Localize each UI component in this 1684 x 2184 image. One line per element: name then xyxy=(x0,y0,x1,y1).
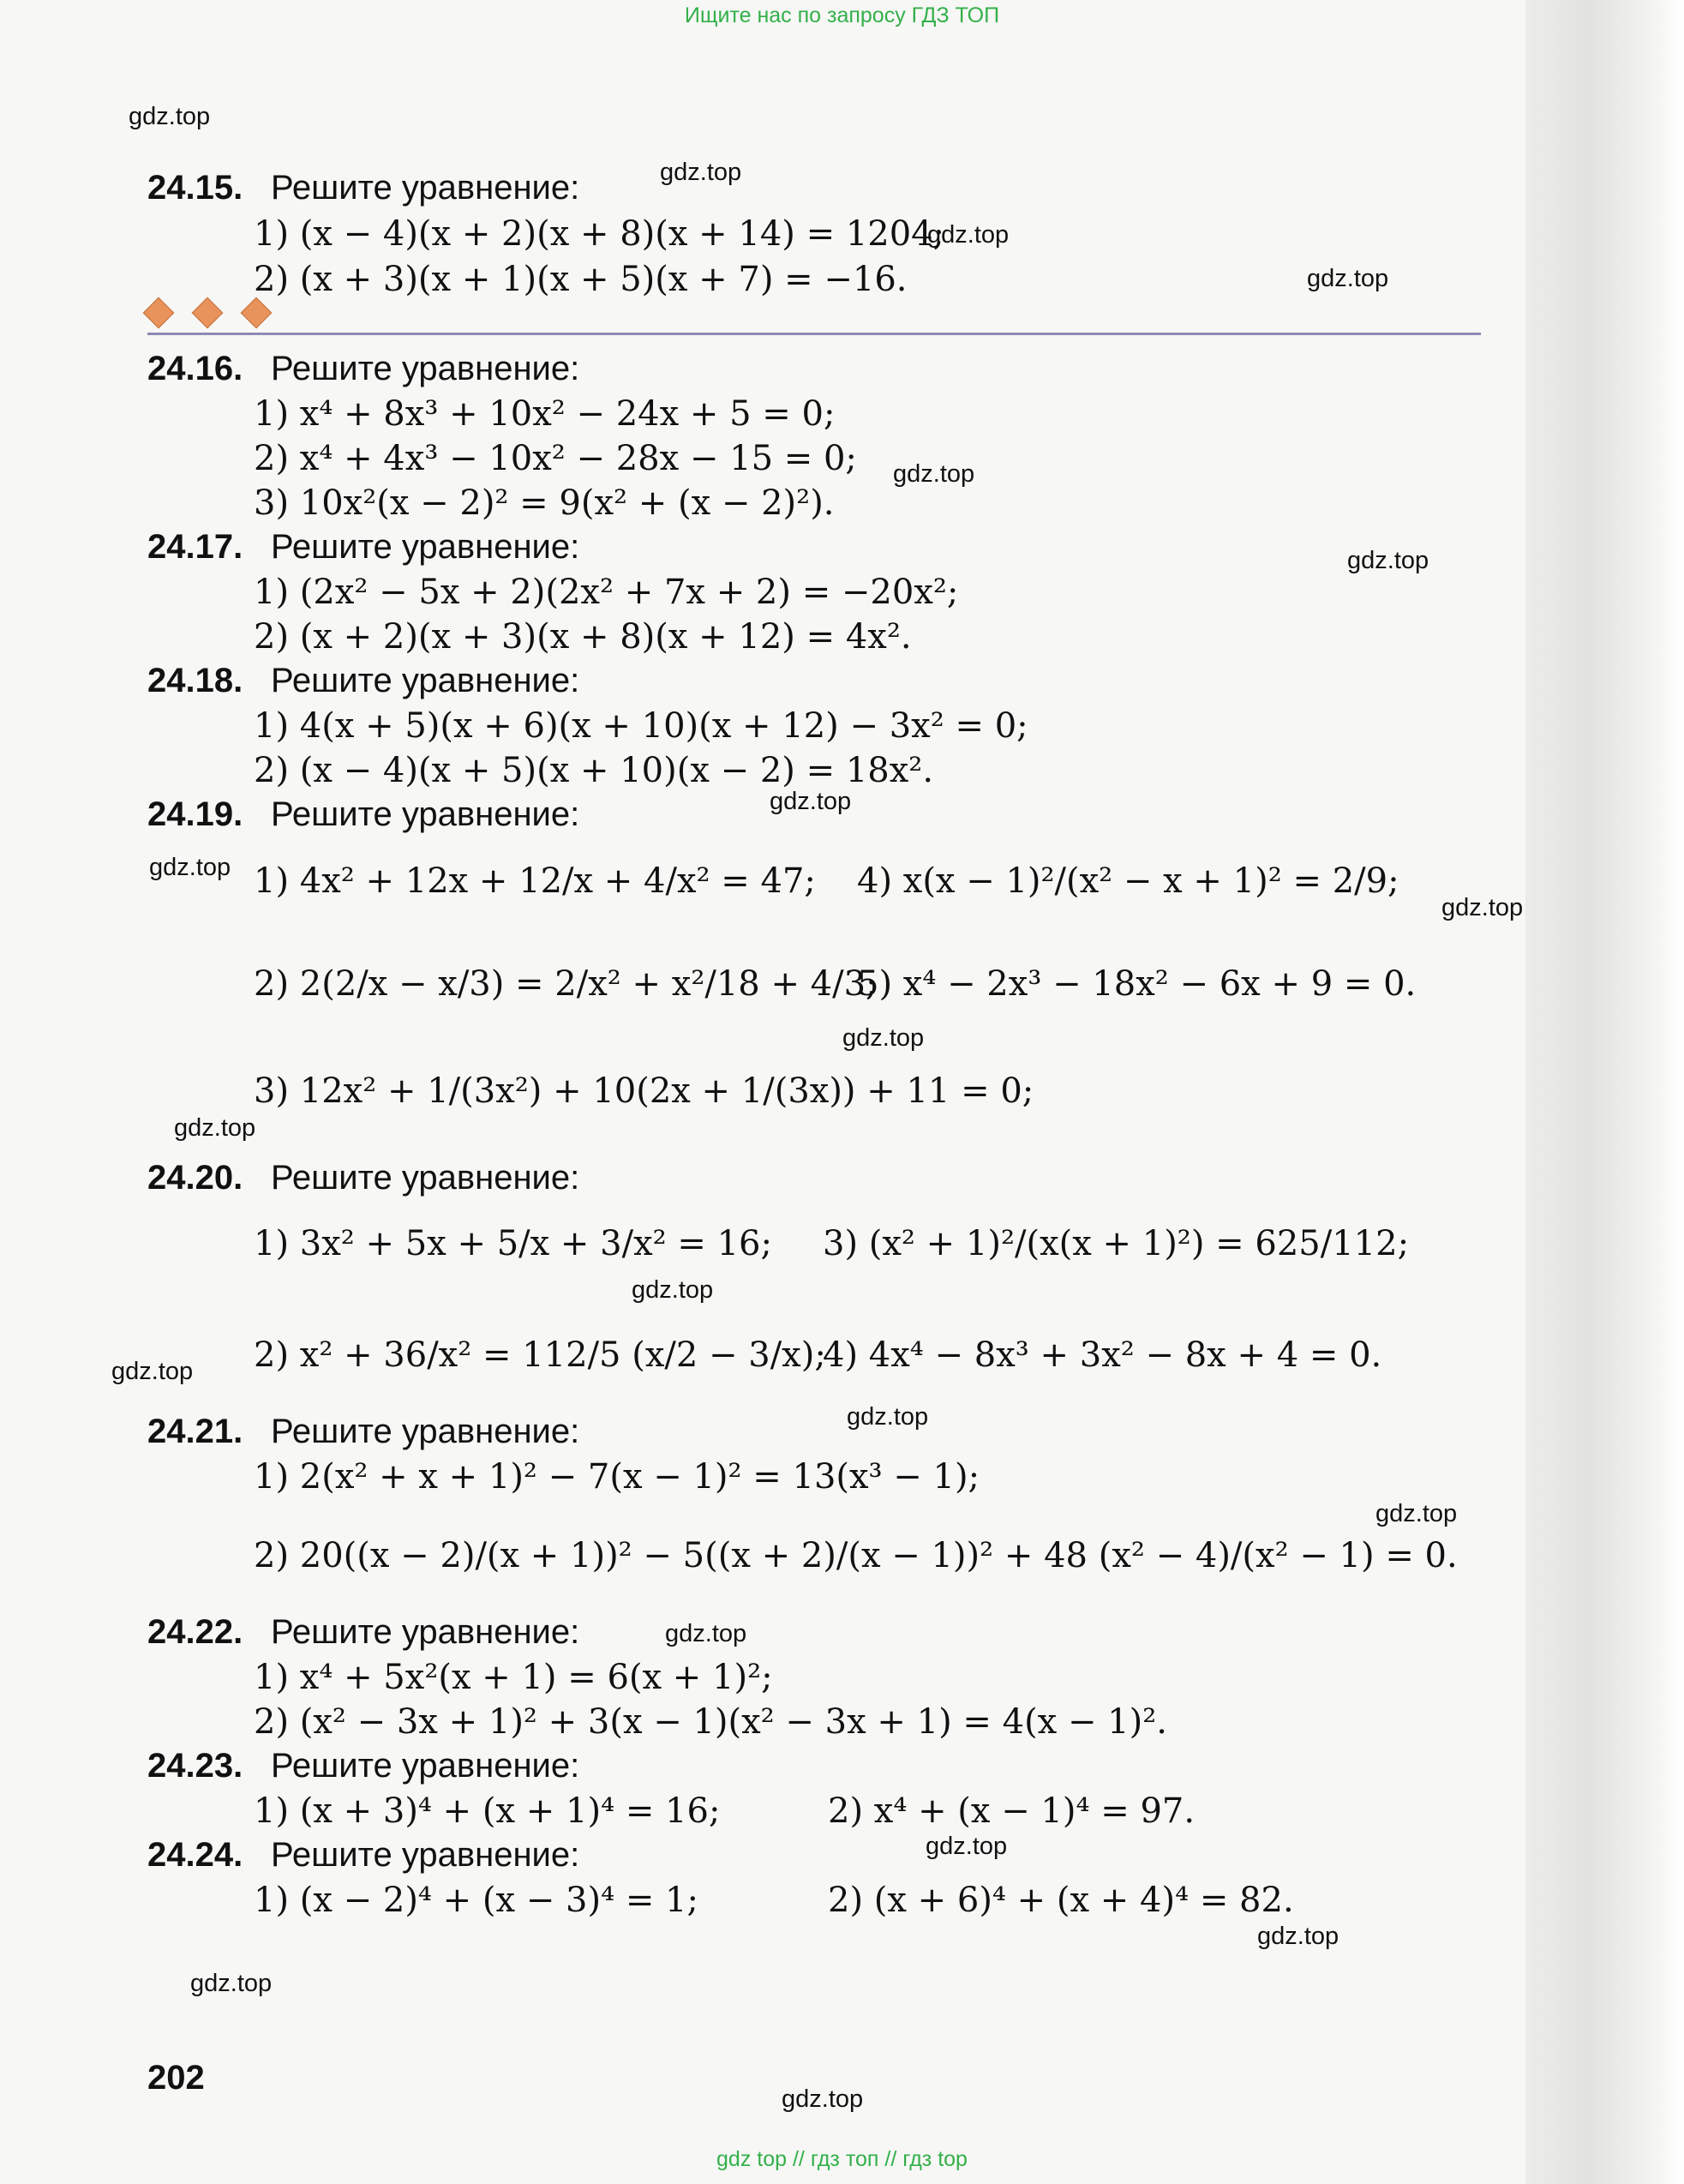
equation: 3) (x² + 1)²/(x(x + 1)²) = 625/112; xyxy=(823,1224,1410,1263)
equation: 3) 12x² + 1/(3x²) + 10(2x + 1/(3x)) + 11 = 0; xyxy=(254,1071,1034,1111)
problem-number: 24.23. xyxy=(147,1747,243,1785)
watermark: gdz.top xyxy=(1375,1500,1458,1527)
difficulty-diamonds xyxy=(147,302,294,336)
page-edge-shadow xyxy=(1525,0,1684,2184)
equation: 1) (2x² − 5x + 2)(2x² + 7x + 2) = −20x²; xyxy=(254,573,959,612)
equation: 2) (x + 2)(x + 3)(x + 8)(x + 12) = 4x². xyxy=(254,617,912,657)
watermark: gdz.top xyxy=(665,1620,747,1647)
watermark: gdz.top xyxy=(660,159,742,186)
equation: 3) 10x²(x − 2)² = 9(x² + (x − 2)²). xyxy=(254,483,835,523)
problem-title: Решите уравнение: xyxy=(271,528,580,566)
equation: 1) (x + 3)⁴ + (x + 1)⁴ = 16; xyxy=(254,1791,721,1831)
problem-title: Решите уравнение: xyxy=(271,350,580,387)
problem-number: 24.22. xyxy=(147,1613,243,1651)
problem-title: Решите уравнение: xyxy=(271,1613,580,1651)
watermark: gdz.top xyxy=(927,221,1010,249)
watermark: gdz.top xyxy=(174,1114,256,1142)
watermark: gdz.top xyxy=(770,788,852,815)
watermark: gdz.top xyxy=(129,103,211,130)
problem-title: Решите уравнение: xyxy=(271,1747,580,1785)
problem-number: 24.17. xyxy=(147,528,243,566)
equation: 2) x² + 36/x² = 112/5 (x/2 − 3/x); xyxy=(254,1335,826,1375)
watermark: gdz.top xyxy=(1257,1923,1339,1950)
watermark: gdz.top xyxy=(893,460,975,488)
watermark: gdz.top xyxy=(1441,894,1524,921)
problem-number: 24.20. xyxy=(147,1159,243,1197)
equation: 1) 4(x + 5)(x + 6)(x + 10)(x + 12) − 3x² = 0; xyxy=(254,706,1028,746)
watermark: gdz.top xyxy=(782,2085,864,2113)
diamond-icon xyxy=(192,297,224,329)
diamond-icon xyxy=(241,297,273,329)
problem-number: 24.18. xyxy=(147,662,243,699)
equation: 1) x⁴ + 5x²(x + 1) = 6(x + 1)²; xyxy=(254,1658,773,1697)
equation: 1) x⁴ + 8x³ + 10x² − 24x + 5 = 0; xyxy=(254,394,836,434)
problem-title: Решите уравнение: xyxy=(271,795,580,833)
problem-title: Решите уравнение: xyxy=(271,1413,580,1450)
equation: 2) (x − 4)(x + 5)(x + 10)(x − 2) = 18x². xyxy=(254,751,934,790)
problem-number: 24.19. xyxy=(147,795,243,833)
watermark: gdz.top xyxy=(1347,547,1429,574)
problem-number: 24.21. xyxy=(147,1413,243,1450)
equation: 1) (x − 4)(x + 2)(x + 8)(x + 14) = 1204; xyxy=(254,214,945,254)
equation: 1) (x − 2)⁴ + (x − 3)⁴ = 1; xyxy=(254,1881,698,1920)
site-header[interactable]: Ищите нас по запросу ГДЗ ТОП xyxy=(684,3,1000,27)
equation: 4) 4x⁴ − 8x³ + 3x² − 8x + 4 = 0. xyxy=(823,1335,1382,1375)
page-number: 202 xyxy=(147,2059,205,2097)
watermark: gdz.top xyxy=(632,1276,714,1304)
equation: 2) 20((x − 2)/(x + 1))² − 5((x + 2)/(x − 1))² + 48 (x² − 4)/(x² − 1) = 0. xyxy=(254,1536,1458,1575)
equation: 2) (x² − 3x + 1)² + 3(x − 1)(x² − 3x + 1) = 4(x − 1)². xyxy=(254,1702,1167,1742)
watermark: gdz.top xyxy=(847,1403,929,1431)
problem-title: Решите уравнение: xyxy=(271,169,580,207)
watermark: gdz.top xyxy=(190,1970,273,1997)
watermark: gdz.top xyxy=(111,1358,194,1385)
equation: 2) 2(2/x − x/3) = 2/x² + x²/18 + 4/3; xyxy=(254,964,878,1004)
equation: 1) 2(x² + x + 1)² − 7(x − 1)² = 13(x³ − 1); xyxy=(254,1457,980,1497)
watermark: gdz.top xyxy=(149,854,231,881)
section-divider xyxy=(147,333,1481,335)
problem-title: Решите уравнение: xyxy=(271,1836,580,1874)
problem-title: Решите уравнение: xyxy=(271,1159,580,1197)
equation: 1) 4x² + 12x + 12/x + 4/x² = 47; xyxy=(254,861,816,901)
equation: 4) x(x − 1)²/(x² − x + 1)² = 2/9; xyxy=(857,861,1399,901)
watermark: gdz.top xyxy=(1307,265,1389,292)
problem-title: Решите уравнение: xyxy=(271,662,580,699)
site-footer[interactable]: gdz top // гдз топ // гдз top xyxy=(716,2147,968,2171)
equation: 5) x⁴ − 2x³ − 18x² − 6x + 9 = 0. xyxy=(857,964,1417,1004)
diamond-icon xyxy=(143,297,175,329)
equation: 2) x⁴ + 4x³ − 10x² − 28x − 15 = 0; xyxy=(254,439,857,478)
problem-number: 24.24. xyxy=(147,1836,243,1874)
problem-number: 24.16. xyxy=(147,350,243,387)
problem-number: 24.15. xyxy=(147,169,243,207)
equation: 2) (x + 3)(x + 1)(x + 5)(x + 7) = −16. xyxy=(254,260,908,299)
watermark: gdz.top xyxy=(842,1024,925,1052)
equation: 1) 3x² + 5x + 5/x + 3/x² = 16; xyxy=(254,1224,772,1263)
equation: 2) (x + 6)⁴ + (x + 4)⁴ = 82. xyxy=(828,1881,1294,1920)
equation: 2) x⁴ + (x − 1)⁴ = 97. xyxy=(828,1791,1196,1831)
watermark: gdz.top xyxy=(926,1833,1008,1860)
